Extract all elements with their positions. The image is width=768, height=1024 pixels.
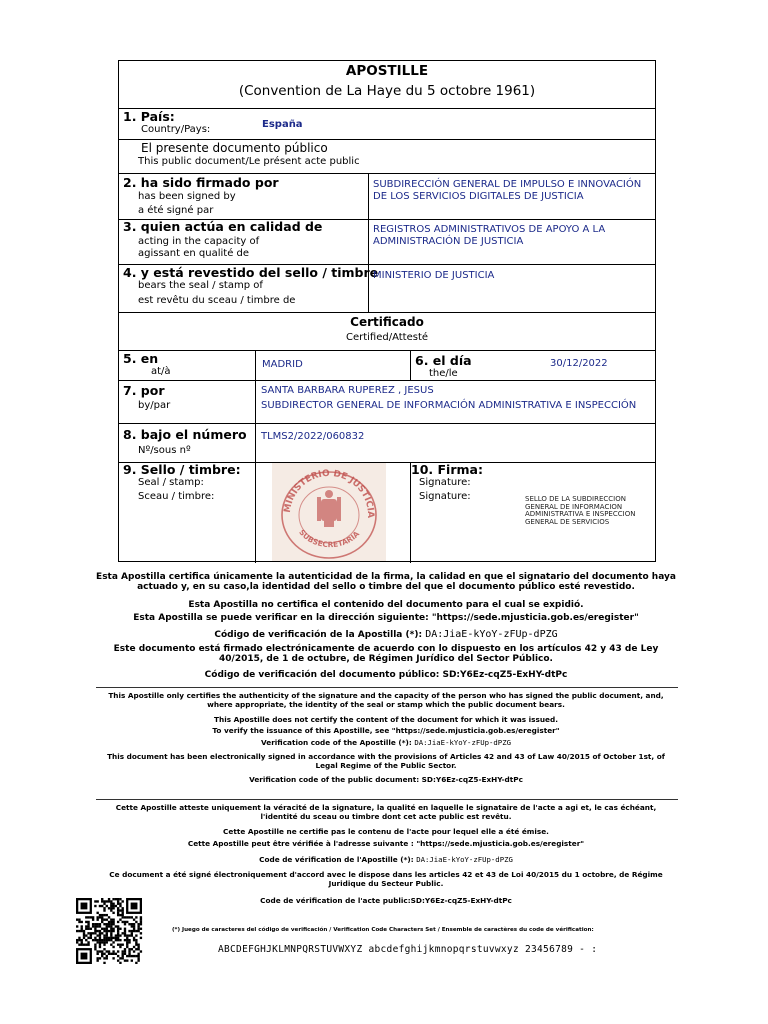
place-sublabel: at/à [151,366,171,377]
stamp-text-bottom: SUBSECRETARIA [297,527,362,550]
es-document-code: Código de verificación del documento público: SD:Y6Ez-cqZ5-ExHY-dtPc [204,670,568,680]
fr-signed-law: Ce document a été signé électroniquement d'accord avec le dispose dans les articles 42 et 43 de Loi 40/2015 du 1 octobre, de Régime Juridique du Secteur Public. [109,870,663,888]
seal-sub1: Seal / stamp: [138,477,204,488]
signature-sub2: Signature: [419,491,471,502]
es-content-note: Esta Apostilla no certifica el contenido del documento para el cual se expidió. [188,600,584,610]
public-document-sublabel: This public document/Le présent acte public [138,156,360,167]
number-value: TLMS2/2022/060832 [261,431,365,442]
fr-code-value: DA:JiaE-kYoY-zFUp-dPZG [416,855,513,864]
seal-bearer-label: 4. y está revestido del sello / timbre [123,265,379,280]
place-label: 5. en [123,351,159,366]
seal-sub2: Sceau / timbre: [138,491,215,502]
public-document-title: El presente documento público [141,141,328,155]
fr-authenticity: Cette Apostille atteste uniquement la véracité de la signature, la qualité en laquelle le signataire de l'acte a agi et, le cas échéant, l'identité du sceau ou timbre dont cet acte public est revêtu. [115,803,657,821]
svg-text:SUBSECRETARIA [297,528,361,549]
charset-list: ABCDEFGHJKLMNPQRSTUVWXYZ abcdefghijkmnopqrstuvwxyz 23456789 - : [218,944,598,955]
en-content-note: This Apostille does not certify the content of the document for which it was issued. [214,715,558,724]
fr-verify-url: Cette Apostille peut être vérifiée à l'adresse suivante : "https://sede.mjusticia.gob.es/eregister" [187,839,585,848]
es-code-label: Código de verificación de la Apostilla (*): [214,630,423,640]
charset-note: (*) Juego de caracteres del código de verificación / Verification Code Characters Set / Ensemble de caractères du code de vérification: [172,927,594,933]
capacity-value: REGISTROS ADMINISTRATIVOS DE APOYO A LA ADMINISTRACIÓN DE JUSTICIA [373,224,606,247]
country-value: España [262,119,303,130]
signature-label: 10. Firma: [411,462,483,477]
en-authenticity: This Apostille only certifies the authenticity of the signature and the capacity of the person who has signed the public document, and, where appropriate, the identity of the seal or stamp which the public document bears. [108,691,664,709]
fr-content-note: Cette Apostille ne certifie pas le contenu de l'acte pour lequel elle a été émise. [223,827,549,836]
seal-bearer-sub2: est revêtu du sceau / timbre de [138,295,296,306]
es-code-line [96,630,676,640]
signed-by-value: SUBDIRECCIÓN GENERAL DE IMPULSO E INNOVACIÓN DE LOS SERVICIOS DIGITALES DE JUSTICIA [373,179,642,202]
es-signed-law: Este documento está firmado electrónicamente de acuerdo con lo dispuesto en los artículos 42 y 43 de Ley 40/2015, de 1 de octubre, de Régimen Jurídico del Sector Público. [113,644,659,664]
country-sublabel: Country/Pays: [141,124,211,135]
capacity-sub2: agissant en qualité de [138,248,250,259]
certified-title: Certificado [350,315,424,329]
by-label: 7. por [123,383,165,398]
ministry-seal-stamp [272,463,386,561]
fr-code-line [96,856,676,865]
signature-sub1: Signature: [419,477,471,488]
by-sublabel: by/par [138,400,171,411]
fr-document-code: Code de vérification de l'acte public:SD:Y6Ez-cqZ5-ExHY-dtPc [260,896,512,905]
capacity-sub1: acting in the capacity of [138,236,260,247]
apostille-title: APOSTILLE [345,63,429,79]
es-verify-url: Esta Apostilla se puede verificar en la dirección siguiente: "https://sede.mjusticia.gob.es/eregister" [133,613,639,623]
en-code-label: Verification code of the Apostille (*): [261,738,412,747]
separator-french [96,799,678,800]
en-code-value: DA:JiaE-kYoY-zFUp-dPZG [414,738,511,747]
certified-sublabel: Certified/Attesté [345,332,429,343]
signed-by-label: 2. ha sido firmado por [123,175,279,190]
separator-english [96,687,678,688]
qr-code-icon [74,898,144,964]
en-document-code: Verification code of the public document: SD:Y6Ez-cqZ5-ExHY-dtPc [249,775,523,784]
date-value: 30/12/2022 [550,358,608,369]
by-value-title: SUBDIRECTOR GENERAL DE INFORMACIÓN ADMINISTRATIVA E INSPECCIÓN [261,400,637,411]
number-sublabel: Nº/sous nº [138,445,191,456]
apostille-form [118,60,656,562]
en-verify-url: To verify the issuance of this Apostille, see "https://sede.mjusticia.gob.es/eregister" [212,726,560,735]
capacity-label: 3. quien actúa en calidad de [123,219,323,234]
es-authenticity: Esta Apostilla certifica únicamente la autenticidad de la firma, la calidad en que el signatario del documento haya actuado y, en su caso,la identidad del sello o timbre del que el documento público esté revestido. [96,572,676,592]
seal-bearer-sub1: bears the seal / stamp of [138,280,263,291]
place-value: MADRID [262,359,303,370]
number-label: 8. bajo el número [123,427,247,442]
fr-code-label: Code de vérification de l'Apostille (*): [259,855,414,864]
signed-by-sub1: has been signed by [138,191,236,202]
en-code-line [96,739,676,748]
country-label: 1. País: [123,109,175,124]
apostille-subtitle: (Convention de La Haye du 5 octobre 1961) [238,83,536,99]
signature-seal-text: SELLO DE LA SUBDIRECCION GENERAL DE INFORMACION ADMINISTRATIVA E INSPECCION GENERAL DE SERVICIOS [525,495,636,526]
es-code-value: DA:JiaE-kYoY-zFUp-dPZG [425,629,558,640]
date-label: 6. el día [415,353,472,368]
seal-label: 9. Sello / timbre: [123,462,241,477]
seal-bearer-value: MINISTERIO DE JUSTICIA [373,270,495,281]
by-value-name: SANTA BARBARA RUPEREZ , JESUS [261,385,434,396]
en-signed-law: This document has been electronically signed in accordance with the provisions of Articles 42 and 43 of Law 40/2015 of October 1st, of Legal Regime of the Public Sector. [107,752,665,770]
date-sublabel: the/le [429,368,458,379]
stamp-text-top: MINISTERIO DE JUSTICIA [282,468,376,519]
signed-by-sub2: a été signé par [138,205,214,216]
